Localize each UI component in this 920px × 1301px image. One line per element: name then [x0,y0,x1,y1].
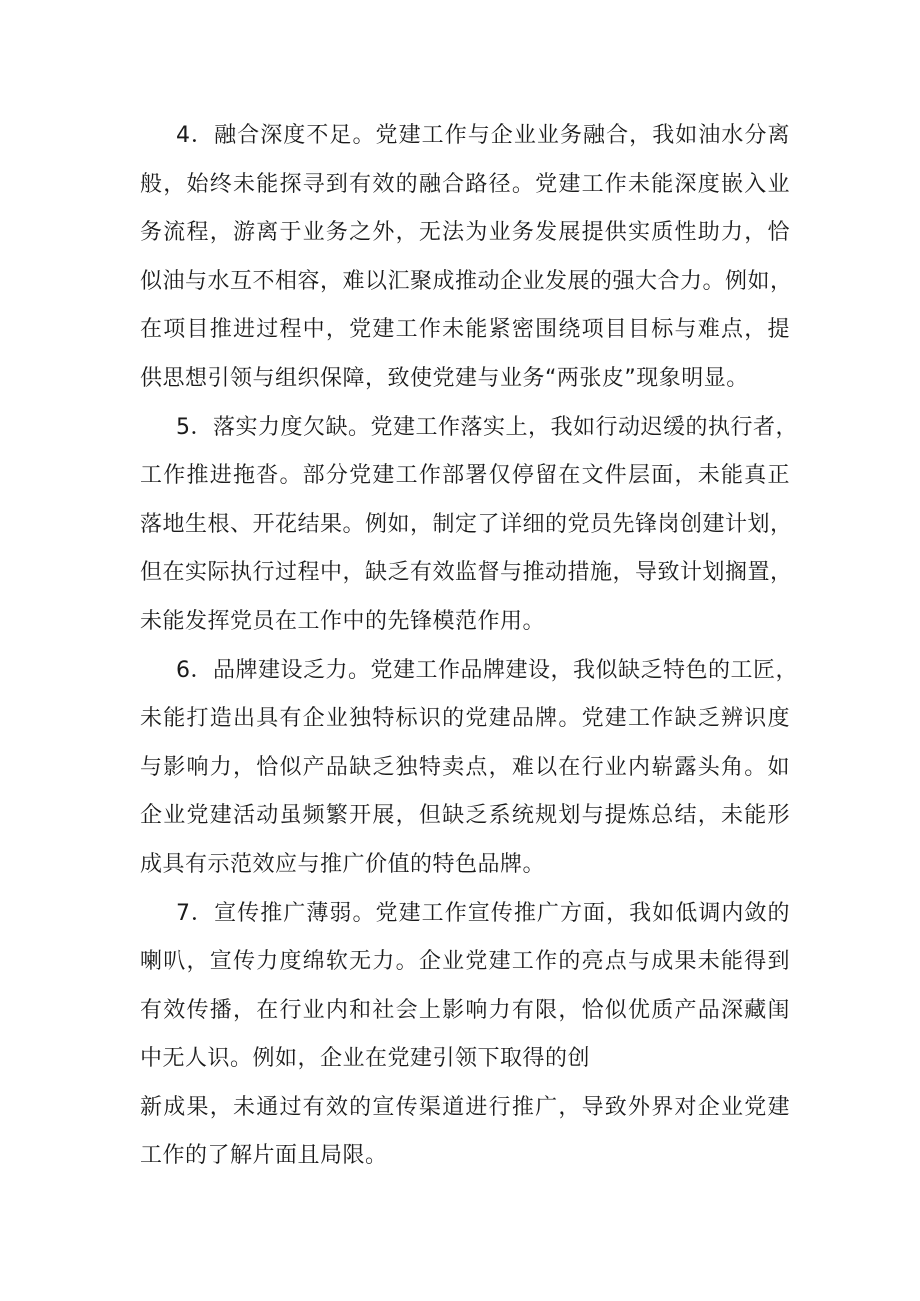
paragraph-line: 与影响力，恰似产品缺乏独特卖点，难以在行业内崭露头角。如 [140,754,790,780]
paragraph-4 [140,112,793,404]
paragraph-line: 6．品牌建设乏力。党建工作品牌建设，我似缺乏特色的工匠， [176,657,798,683]
paragraph-line: 供思想引领与组织保障，致使党建与业务“两张皮”现象明显。 [140,365,749,391]
paragraph-line: 务流程，游离于业务之外，无法为业务发展提供实质性助力，恰 [140,220,790,246]
paragraph-line: 喇叭，宣传力度绵软无力。企业党建工作的亮点与成果未能得到 [140,949,790,975]
paragraph-line: 企业党建活动虽频繁开展，但缺乏系统规划与提炼总结，未能形 [140,803,790,829]
paragraph-line: 未能打造出具有企业独特标识的党建品牌。党建工作缺乏辨识度 [140,706,790,732]
paragraph-line: 7．宣传推广薄弱。党建工作宣传推广方面，我如低调内敛的 [176,900,790,926]
paragraph-6 [140,647,798,890]
paragraph-line: 有效传播，在行业内和社会上影响力有限，恰似优质产品深藏闺 [140,997,790,1023]
paragraph-line: 中无人识。例如，企业在党建引领下取得的创 [140,1046,591,1072]
paragraph-line: 5．落实力度欠缺。党建工作落实上，我如行动迟缓的执行者， [176,414,798,440]
paragraph-line: 工作的了解片面且局限。 [140,1143,388,1169]
paragraph-line: 新成果，未通过有效的宣传渠道进行推广，导致外界对企业党建 [140,1094,790,1120]
document-body [140,112,798,1181]
paragraph-line: 在项目推进过程中，党建工作未能紧密围绕项目目标与难点，提 [140,317,790,343]
paragraph-line: 成具有示范效应与推广价值的特色品牌。 [140,851,546,877]
paragraph-line: 工作推进拖沓。部分党建工作部署仅停留在文件层面，未能真正 [140,463,790,489]
paragraph-line: 似油与水互不相容，难以汇聚成推动企业发展的强大合力。例如， [140,268,793,294]
paragraph-line: 未能发挥党员在工作中的先锋模范作用。 [140,608,546,634]
paragraph-line: 落地生根、开花结果。例如，制定了详细的党员先锋岗创建计划， [140,511,793,537]
paragraph-line: 但在实际执行过程中，缺乏有效监督与推动措施，导致计划搁置， [140,560,793,586]
paragraph-7 [140,890,790,1182]
paragraph-5 [140,404,798,647]
paragraph-line: 般，始终未能探寻到有效的融合路径。党建工作未能深度嵌入业 [140,171,790,197]
paragraph-line: 4．融合深度不足。党建工作与企业业务融合，我如油水分离 [176,123,790,148]
